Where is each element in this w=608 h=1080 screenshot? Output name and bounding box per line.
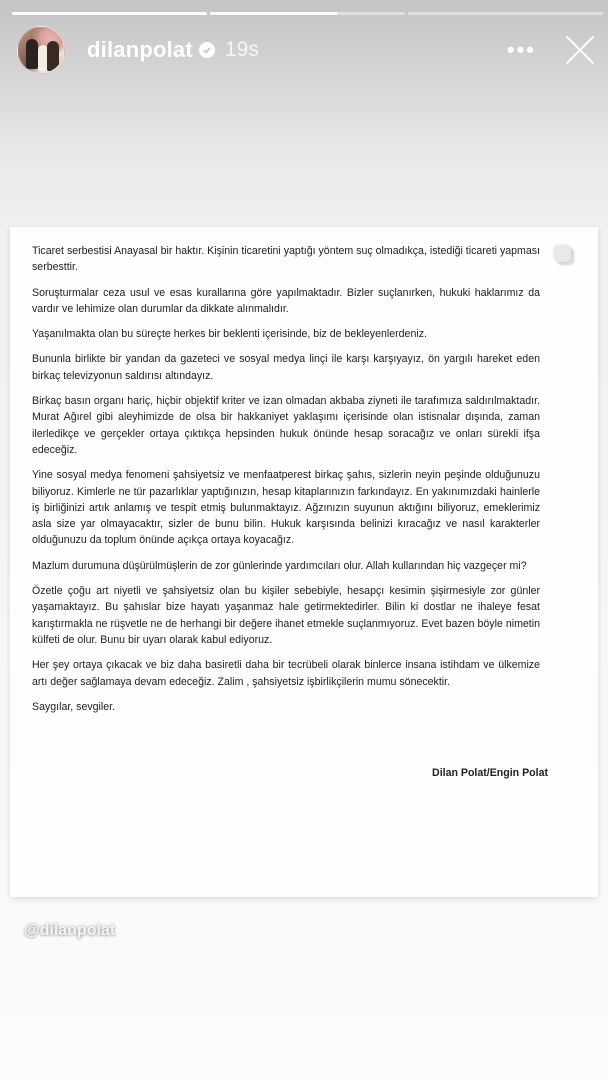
progress-segment	[12, 12, 207, 15]
document-paragraph: Soruşturmalar ceza usul ve esas kurallarına göre yapılmaktadır. Bizler suçlanırken, hukuki haklarımız da vardır ve lehimize olan durumlar da dikkate alınmalıdır.	[32, 286, 540, 315]
close-icon[interactable]	[564, 34, 596, 66]
document-paragraph: Ticaret serbestisi Anayasal bir haktır. Kişinin ticaretini yaptığı yöntem suç olmadıkça, istediği ticareti yapması serbesttir.	[32, 245, 540, 274]
statement-document	[10, 227, 598, 897]
watermark-handle: @dilanpolat	[24, 922, 116, 939]
document-paragraph: Özetle çoğu art niyetli ve şahsiyetsiz olan bu kişiler sebebiyle, hesapçı kesimin şişirmesiyle zor günler yaşamaktayız. Bu şahıslar bize hayatı yaşanmaz hale getirmektedirler. Bilin ki dostlar ne ihaleye fesat karıştırmakla ne rüşvetle ne de herhangi bir değere ihanet etmekle suçlanmıyoruz. Evet bazen böyle nimetin külfeti de olur. Bunu bir uyarı olarak kabul ediyoruz.	[32, 585, 540, 646]
document-body	[32, 243, 540, 724]
progress-segment	[210, 12, 405, 15]
verified-badge-icon	[199, 42, 215, 58]
copy-icon	[554, 245, 574, 265]
more-options-icon[interactable]: •••	[506, 37, 536, 62]
story-header	[17, 26, 596, 74]
document-paragraph: Mazlum durumuna düşürülmüşlerin de zor günlerinde yardımcıları olur. Allah kullarından hiç vazgeçer mi?	[32, 559, 527, 572]
story-progress-bar	[12, 12, 603, 15]
signature: Dilan Polat/Engin Polat	[432, 767, 548, 779]
progress-segment	[408, 12, 603, 15]
document-paragraph: Yine sosyal medya fenomeni şahsiyetsiz ve menfaatperest birkaç şahıs, sizlerin neyin peşinde olduğunuzu biliyoruz. Kimlerle ne tür pazarlıklar yaptığınızın, hesap kitaplarınızın farkındayız. En yakınımızdaki hainlerle iş birliğinizi artık anlamış ve tespit etmiş bulunmaktayız. Ağzınızın suyunun aktığını biliyoruz, emeklerimiz asla size yar olmayacaktır, sizler de bunu bilin. Hukuk karşısında belinizi kıracağız ve nasıl karakterler olduğunuzu da toplum önünde açıkça ortaya koyacağız.	[32, 469, 540, 547]
progress-fill	[210, 12, 337, 15]
progress-fill	[12, 12, 207, 15]
username[interactable]: dilanpolat	[87, 37, 193, 62]
avatar[interactable]	[17, 26, 65, 74]
document-paragraph: Yaşanılmakta olan bu süreçte herkes bir beklenti içerisinde, biz de bekleyenlerdeniz.	[32, 328, 427, 341]
document-paragraph: Bununla birlikte bir yandan da gazeteci ve sosyal medya linçi ile karşı karşıyayız, ön yargılı hareket eden birkaç televizyonun saldırısı altındayız.	[32, 353, 540, 382]
document-paragraph: Saygılar, sevgiler.	[32, 700, 116, 713]
document-paragraph: Her şey ortaya çıkacak ve biz daha basiretli daha bir tecrübeli olarak binlerce insana istihdam ve ülkemize artı değer sağlamaya devam edeceğiz. Zalim , şahsiyetsiz işbirlikçilerin mumu sönecektir.	[32, 659, 540, 688]
document-paragraph: Birkaç basın organı hariç, hiçbir objektif kriter ve izan olmadan akbaba ziyneti ile tarafımıza saldırılmaktadır. Murat Ağırel gibi aleyhimizde de olsa bir hakkaniyet yaklaşımı içerisinde olan istisnalar dışında, zaman ilerledikçe ve gerçekler ortaya çıktıkça hepsinden hukuk önünde hesap soracağız ve onları sürekli ifşa edeceğiz.	[32, 395, 540, 456]
time-ago: 19s	[224, 38, 259, 61]
